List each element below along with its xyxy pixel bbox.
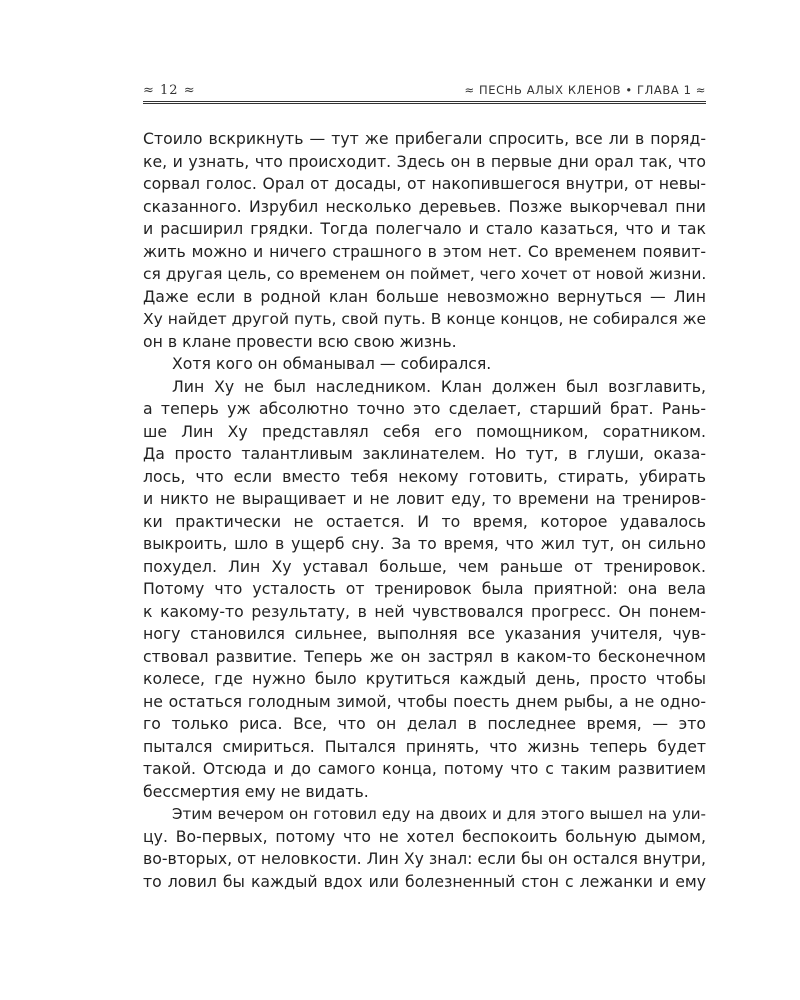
- text-line: Даже если в родной клан больше невозможно вернуться — Лин: [143, 286, 706, 306]
- text-line: бессмертия ему не видать.: [143, 781, 369, 801]
- text-line: Потому что усталость от тренировок была приятной: она вела: [143, 579, 706, 598]
- text-line: жить можно и ничего страшного в этом нет. Со временем появит-: [143, 241, 706, 261]
- text-line: то ловил бы каждый вдох или болезненный стон с лежанки и ему: [143, 871, 706, 891]
- text-line: ствовал развитие. Теперь же он застрял в каком-то бесконечном: [143, 646, 706, 666]
- text-line: сорвал голос. Орал от досады, от накопившегося внутри, от невы-: [143, 174, 706, 193]
- text-line: ше Лин Ху представлял себя его помощником, соратником.: [143, 421, 706, 441]
- header-rule: [143, 101, 706, 104]
- text-line: го только риса. Все, что он делал в последнее время, — это: [143, 714, 706, 733]
- text-line: ки практически не остается. И то время, которое удавалось: [143, 511, 706, 531]
- text-line: такой. Отсюда и до самого конца, потому что с таким развитием: [143, 759, 706, 778]
- text-line: Хотя кого он обманывал — собирался.: [172, 354, 492, 373]
- text-line: к какому-то результату, в ней чувствовался прогресс. Он понем-: [143, 601, 706, 621]
- text-line: выкроить, шло в ущерб сну. За то время, что жил тут, он сильно: [143, 534, 706, 553]
- text-line: он в клане провести всю свою жизнь.: [143, 331, 457, 351]
- text-line: сказанного. Изрубил несколько деревьев. Позже выкорчевал пни: [143, 196, 706, 216]
- running-title: ≈ ПЕСНЬ АЛЫХ КЛЕНОВ • ГЛАВА 1 ≈: [464, 83, 706, 97]
- text-line: а теперь уж абсолютно точно это сделает, старший брат. Рань-: [143, 399, 706, 418]
- text-line: Ху найдет другой путь, свой путь. В конце концов, не собирался же: [143, 310, 707, 328]
- page-number: ≈ 12 ≈: [143, 82, 196, 98]
- text-line: похудел. Лин Ху уставал больше, чем раньше от тренировок.: [143, 556, 706, 576]
- text-line: и расширил грядки. Тогда полегчало и стало казаться, что и так: [143, 219, 706, 238]
- text-line: не остаться голодным зимой, чтобы поесть днем рыбы, а не одно-: [143, 691, 706, 711]
- text-line: пытался смириться. Пытался принять, что жизнь теперь будет: [143, 736, 706, 756]
- text-line: Лин Ху не был наследником. Клан должен был возглавить,: [172, 376, 706, 396]
- text-line: ке, и узнать, что происходит. Здесь он в первые дни орал так, что: [143, 151, 706, 171]
- text-line: колесе, где нужно было крутиться каждый день, просто чтобы: [143, 669, 706, 688]
- text-line: ся другая цель, со временем он поймет, чего хочет от новой жизни.: [143, 265, 707, 283]
- running-header: [143, 80, 706, 100]
- text-line: и никто не выращивает и не ловит еду, то времени на трениров-: [143, 489, 706, 508]
- text-line: во-вторых, от неловкости. Лин Ху знал: если бы он остался внутри,: [143, 849, 706, 868]
- text-line: лось, что если вместо тебя некому готовить, стирать, убирать: [143, 466, 706, 486]
- text-line: ногу становился сильнее, выполняя все указания учителя, чув-: [143, 624, 706, 643]
- body-text: [143, 128, 706, 893]
- text-line: Стоило вскрикнуть — тут же прибегали спросить, все ли в поряд-: [143, 129, 706, 148]
- text-line: Этим вечером он готовил еду на двоих и для этого вышел на ули-: [172, 805, 706, 823]
- text-line: цу. Во-первых, потому что не хотел беспокоить больную дымом,: [143, 826, 706, 846]
- text-line: Да просто талантливым заклинателем. Но тут, в глуши, оказа-: [143, 444, 706, 463]
